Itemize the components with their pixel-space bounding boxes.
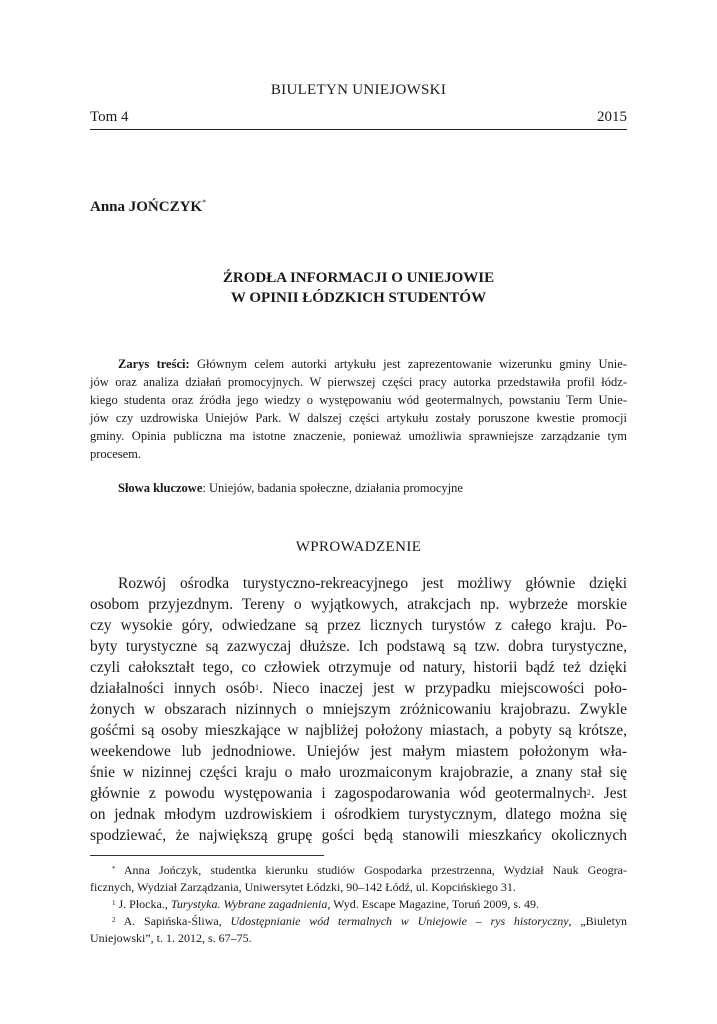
keywords-text: : Uniejów, badania społeczne, działania promocyjne — [202, 481, 463, 495]
article-title — [0, 268, 717, 308]
body-line: spodziewać, że największą grupę gości będą stanowili mieszkańcy okolicznych — [90, 827, 627, 844]
body-text: działalności innych osób — [90, 680, 255, 697]
abstract-line: procesem. — [90, 447, 142, 461]
abstract-line — [90, 355, 627, 373]
body-paragraph — [90, 573, 627, 846]
footnote-rule — [90, 855, 324, 856]
footnote-book-title: Turystyka. Wybrane zagadnienia — [170, 897, 328, 911]
body-line: czy wysokie góry, odwiedzane są przez licznych turystów z całego kraju. Po- — [90, 617, 627, 634]
header-rule — [90, 129, 627, 130]
body-line: weekendowe lub jednodniowe. Uniejów jest małym miastem położonym wła- — [90, 743, 627, 760]
body-text: . Nieco inaczej jest w przypadku miejscowości poło- — [258, 680, 628, 697]
footnote-2-cont: Uniejowski”, t. 1. 2012, s. 67–75. — [90, 931, 252, 945]
keywords — [118, 481, 463, 496]
footnote-author-cont: ficznych, Wydział Zarządzania, Uniwersytet Łódzki, 90–142 Łódź, ul. Kopcińskiego 31. — [90, 880, 516, 894]
abstract-line: jów czy uzdrowiska Uniejów Park. W dalszej części artykułu zostały poruszone kwestie promocji — [90, 411, 627, 425]
footnote-mark: 1 — [112, 899, 116, 907]
body-line: gośćmi są osoby mieszkające w najbliżej położony miastach, a pobyty są krótsze, — [90, 722, 627, 739]
author-name — [90, 199, 206, 216]
body-line: byty turystyczne są zazwyczaj dłuższe. Ich podstawą są tzw. dobra turystyczne, — [90, 638, 627, 655]
author-name-text: Anna JOŃCZYK — [90, 199, 203, 215]
body-line — [90, 678, 627, 699]
footnote-ref-2[interactable]: 2 — [586, 788, 591, 797]
abstract-label: Zarys treści: — [118, 357, 190, 371]
body-line: czyli całokształt tego, co człowiek otrzymuje od natury, historii bądź też dzięki — [90, 659, 627, 676]
author-footnote-mark: * — [202, 198, 207, 207]
footnote-text: J. Płocka., — [115, 897, 171, 911]
footnote-text: , Wyd. Escape Magazine, Toruń 2009, s. 49. — [327, 897, 540, 911]
title-line-2: W OPINII ŁÓDZKICH STUDENTÓW — [230, 290, 487, 306]
footnotes — [90, 862, 627, 947]
abstract — [90, 355, 627, 463]
title-line-1: ŹRODŁA INFORMACJI O UNIEJOWIE — [222, 270, 495, 286]
abstract-line: kiego studenta oraz źródła jego wiedzy o występowaniu wód geotermalnych, powstaniu Term Unie- — [90, 393, 627, 407]
body-line: osobom przyjezdnym. Tereny o wyjątkowych, atrakcjach np. wybrzeże morskie — [90, 596, 627, 613]
footnote-text: , „Biuletyn — [568, 914, 627, 928]
body-text: głównie z powodu występowania i zagospodarowania wód geotermalnych — [90, 785, 587, 802]
footnote-1 — [90, 896, 627, 913]
footnote-ref-1[interactable]: 1 — [254, 683, 259, 692]
footnote-text: A. Sapińska-Śliwa, — [115, 914, 231, 928]
footnote-author — [90, 862, 627, 879]
abstract-line: jów oraz analiza działań promocyjnych. W pierwszej części pracy autorka przedstawiła profil łódz- — [90, 375, 627, 389]
abstract-line: gminy. Opinia publiczna ma istotne znaczenie, ponieważ umożliwia sprawniejsze zarządzanie tym — [90, 429, 627, 443]
footnote-2 — [90, 913, 627, 930]
body-text: . Jest — [590, 785, 627, 802]
keywords-label: Słowa kluczowe — [118, 481, 203, 495]
body-line: żonych w obszarach nizinnych o mniejszym zróżnicowaniu krajobrazu. Zwykle — [90, 701, 627, 718]
section-heading: WPROWADZENIE — [295, 539, 422, 555]
volume-label: Tom 4 — [90, 109, 129, 125]
footnote-text: Anna Jończyk, studentka kierunku studiów Gospodarka przestrzenna, Wydział Nauk Geogra- — [115, 863, 627, 877]
footnote-mark: 2 — [112, 916, 116, 924]
body-line: śnie w nizinnej części kraju o mało urozmaiconym krajobrazie, a znany stał się — [90, 764, 627, 781]
footnote-mark: * — [112, 865, 116, 873]
body-line — [90, 783, 627, 804]
journal-title: BIULETYN UNIEJOWSKI — [270, 82, 447, 98]
body-line: on jednak młodym uzdrowiskiem i ośrodkiem turystycznym, dlatego można się — [90, 806, 627, 823]
year-label: 2015 — [597, 109, 627, 125]
abstract-text: Głównym celem autorki artykułu jest zaprezentowanie wizerunku gminy Unie- — [189, 357, 627, 371]
body-line: Rozwój ośrodka turystyczno-rekreacyjnego jest możliwy głównie dzięki — [118, 575, 627, 592]
footnote-book-title: Udostępnianie wód termalnych w Uniejowie – rys historyczny — [230, 914, 569, 928]
